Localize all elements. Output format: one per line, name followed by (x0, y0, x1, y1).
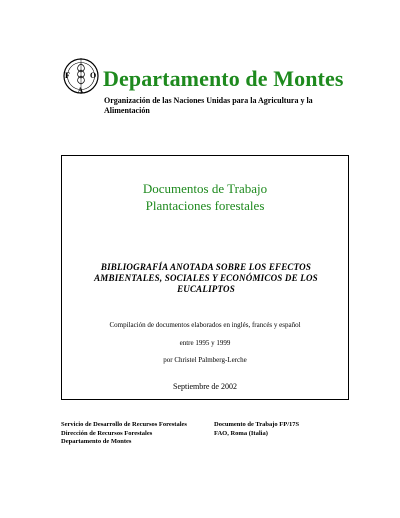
department-title: Departamento de Montes (103, 66, 344, 91)
footer-left-block (61, 421, 187, 447)
series-subtitle: Plantaciones forestales (145, 198, 265, 213)
svg-text:F: F (65, 71, 70, 80)
date-range: entre 1995 y 1999 (179, 339, 231, 347)
footer-service: Servicio de Desarrollo de Recursos Forestales (61, 421, 187, 428)
footer-directorate: Dirección de Recursos Forestales (61, 429, 153, 437)
series-title: Documentos de Trabajo (142, 181, 268, 196)
fao-logo-icon (61, 52, 101, 100)
footer-right-block (214, 421, 299, 438)
cover-frame (61, 155, 349, 400)
document-title: BIBLIOGRAFÍA ANOTADA SOBRE LOS EFECTOS AMBIENTALES, SOCIALES Y ECONÓMICOS DE LOS EUCALIPTOS (94, 262, 318, 294)
svg-text:A: A (77, 86, 84, 95)
publication-date: Septiembre de 2002 (173, 382, 237, 391)
footer-department: Departamento de Montes (61, 438, 132, 445)
author-line: por Christel Palmberg-Lerche (163, 356, 247, 364)
footer-location: FAO, Roma (Italia) (214, 429, 268, 437)
fao-logo (61, 52, 101, 100)
organization-name: Organización de las Naciones Unidas para la Agricultura y la Alimentación (104, 96, 313, 115)
footer-document-number: Documento de Trabajo FP/17S (214, 421, 300, 428)
compilation-note: Compilación de documentos elaborados en inglés, francés y español (109, 321, 301, 329)
svg-text:O: O (90, 71, 97, 80)
